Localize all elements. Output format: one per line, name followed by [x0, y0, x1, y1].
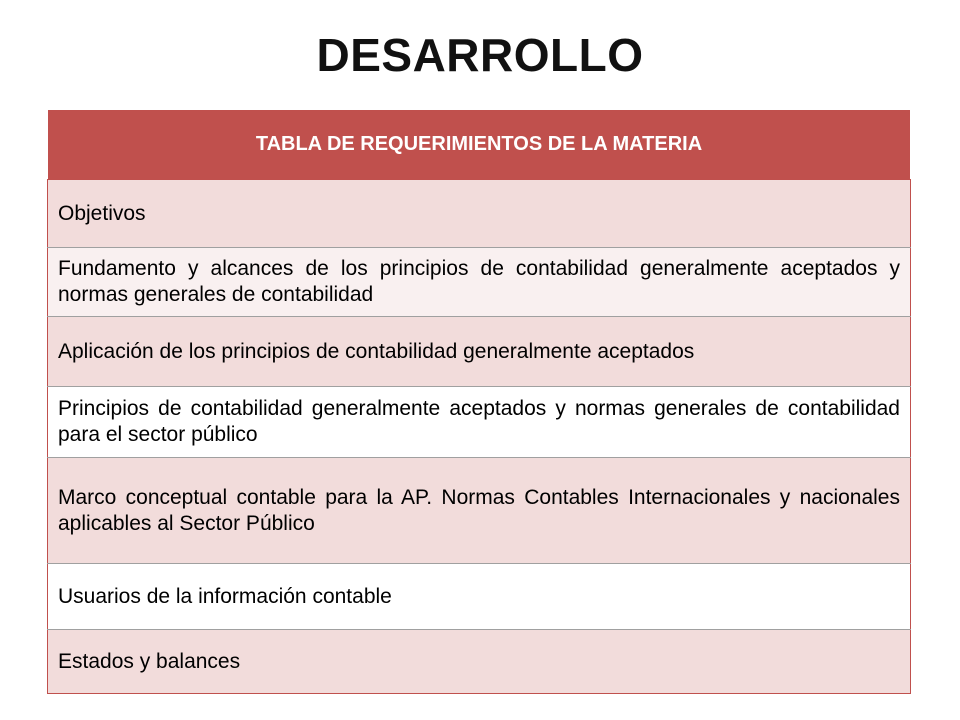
table-row: [48, 180, 911, 248]
requirements-table: [47, 109, 911, 694]
row-principios-sector-publico: Principios de contabilidad generalmente aceptados y normas generales de contabilidad para el sector público: [48, 387, 911, 458]
row-fundamento: Fundamento y alcances de los principios de contabilidad generalmente aceptados y normas generales de contabilidad: [48, 248, 911, 317]
slide-title: DESARROLLO: [316, 29, 644, 81]
table-header: TABLA DE REQUERIMIENTOS DE LA MATERIA: [48, 110, 911, 180]
row-marco-conceptual: Marco conceptual contable para la AP. Normas Contables Internacionales y nacionales aplicables al Sector Público: [48, 458, 911, 564]
table-row: [48, 248, 911, 317]
table-row: [48, 564, 911, 630]
row-aplicacion: Aplicación de los principios de contabilidad generalmente aceptados: [48, 317, 911, 387]
row-usuarios: Usuarios de la información contable: [48, 564, 911, 630]
row-objetivos: Objetivos: [48, 180, 911, 248]
row-estados: Estados y balances: [48, 630, 911, 694]
table-row: [48, 458, 911, 564]
table-row: [48, 387, 911, 458]
table-row: [48, 630, 911, 694]
table-header-row: [48, 110, 911, 180]
table-row: [48, 317, 911, 387]
